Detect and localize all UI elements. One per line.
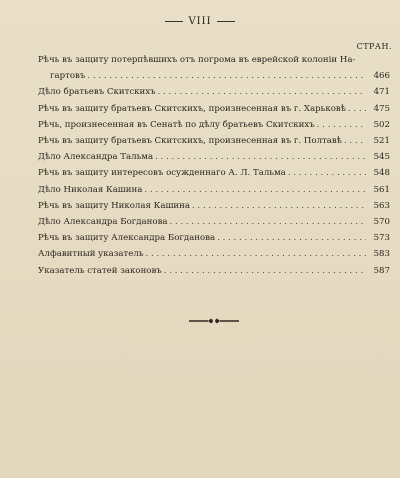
toc-entry-title: Рѣчь, произнесенная въ Сенатѣ по дѣлу братьевъ Скитскихъ xyxy=(38,119,315,130)
toc-entry xyxy=(38,52,390,84)
dot-leader xyxy=(146,246,366,262)
toc-entry xyxy=(38,101,390,117)
header-dash-left xyxy=(165,21,183,22)
toc-entry-title: Дѣло Александра Тальма xyxy=(38,152,154,163)
toc-entry-title-continued: гартовъ xyxy=(50,71,86,82)
toc-entry-page: 561 xyxy=(373,184,390,195)
toc-entry-page: 583 xyxy=(373,249,390,260)
toc-entry-title: Рѣчь въ защиту потерпѣвшихъ отъ погрома въ еврейской колоніи На- xyxy=(38,55,356,65)
toc-entry-page: 466 xyxy=(373,71,390,82)
toc-entry xyxy=(38,133,390,149)
toc-entry xyxy=(38,84,390,100)
page-number-header xyxy=(0,16,400,27)
toc-entry-title: Рѣчь въ защиту интересовъ осужденнаго А. Л. Тальма xyxy=(38,168,286,179)
dot-leader xyxy=(87,68,366,84)
dot-leader xyxy=(344,133,366,149)
toc-entry xyxy=(38,149,390,165)
toc-entry-title: Дѣло Николая Кашина xyxy=(38,184,143,195)
toc-entry xyxy=(38,230,390,246)
dot-leader xyxy=(155,149,366,165)
toc-entry-title: Дѣло братьевъ Скитскихъ xyxy=(38,87,156,98)
toc-entry xyxy=(38,117,390,133)
toc-entry xyxy=(38,182,390,198)
dot-leader xyxy=(288,165,366,181)
toc-entry xyxy=(38,214,390,230)
page-number: VIII xyxy=(188,16,212,27)
dot-leader xyxy=(158,84,366,100)
toc-entry-title: Рѣчь въ защиту Александра Богданова xyxy=(38,233,216,244)
toc-entry-page: 573 xyxy=(373,233,390,244)
ornament-divider-icon xyxy=(188,317,240,325)
toc-entry-title: Рѣчь въ защиту Николая Кашина xyxy=(38,200,191,211)
header-dash-right xyxy=(217,21,235,22)
toc-entry xyxy=(38,246,390,262)
table-of-contents xyxy=(38,52,390,279)
dot-leader xyxy=(217,230,366,246)
page-column-label: СТРАН. xyxy=(356,42,392,51)
dot-leader xyxy=(164,263,366,279)
dot-leader xyxy=(170,214,366,230)
toc-entry-title: Рѣчь въ защиту братьевъ Скитскихъ, произнесенная въ г. Полтавѣ xyxy=(38,136,342,147)
toc-entry-page: 471 xyxy=(373,87,390,98)
toc-entry-page: 548 xyxy=(373,168,390,179)
dot-leader xyxy=(317,117,366,133)
toc-entry-page: 563 xyxy=(373,200,390,211)
toc-entry-title: Указатель статей законовъ xyxy=(38,265,162,276)
toc-entry-page: 545 xyxy=(373,152,390,163)
toc-entry xyxy=(38,263,390,279)
toc-entry xyxy=(38,198,390,214)
toc-entry-page: 502 xyxy=(373,119,390,130)
dot-leader xyxy=(144,182,366,198)
toc-entry xyxy=(38,165,390,181)
toc-entry-title: Дѣло Александра Богданова xyxy=(38,217,168,228)
toc-entry-title: Рѣчь въ защиту братьевъ Скитскихъ, произнесенная въ г. Харьковѣ xyxy=(38,103,346,114)
dot-leader xyxy=(348,101,366,117)
toc-entry-page: 521 xyxy=(373,136,390,147)
dot-leader xyxy=(192,198,366,214)
toc-entry-page: 570 xyxy=(373,217,390,228)
toc-entry-page: 587 xyxy=(373,265,390,276)
toc-entry-page: 475 xyxy=(373,103,390,114)
toc-entry-title: Алфавитный указатель xyxy=(38,249,144,260)
